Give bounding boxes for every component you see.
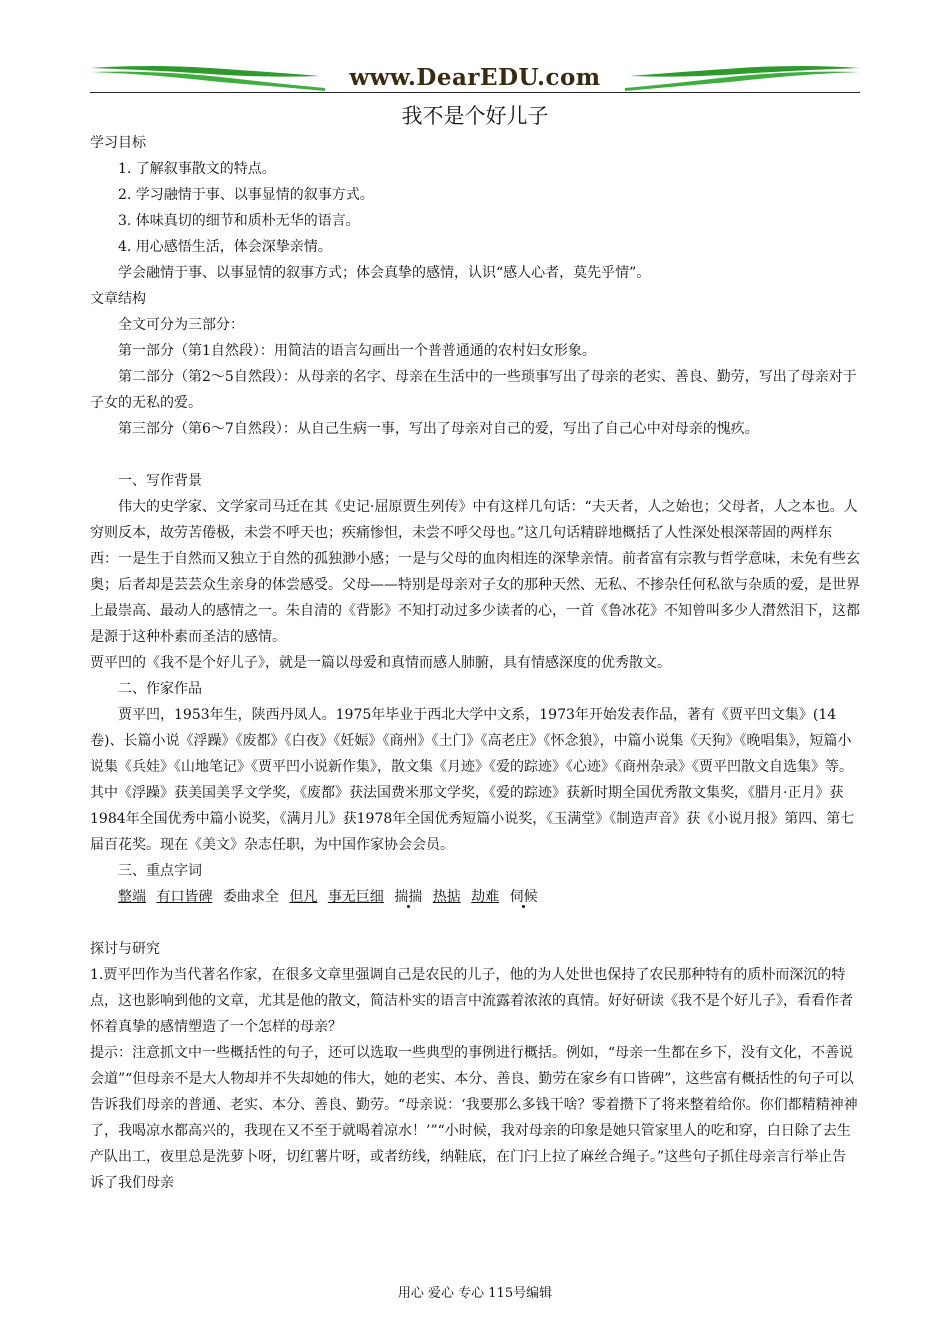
keyword: 事无巨细 (327, 889, 384, 905)
document-body (90, 130, 860, 1196)
background-closing: 贾平凹的《我不是个好儿子》，就是一篇以母爱和真情而感人肺腑，具有情感深度的优秀散文。 (90, 655, 671, 671)
goals-summary: 学会融情于事、以事显情的叙事方式；体会真挚的感情，认识“感人心者，莫先乎情”。 (118, 265, 651, 281)
keywords-heading: 三、重点字词 (118, 863, 202, 879)
author-heading: 二、作家作品 (118, 681, 202, 697)
spacer (90, 442, 860, 468)
goal-item: 2. 学习融情于事、以事显情的叙事方式。 (118, 187, 374, 203)
page-footer: 用心 爱心 专心 115号编辑 (397, 1286, 553, 1301)
site-logo: www.DearEDU.com (349, 64, 601, 91)
research-heading: 探讨与研究 (90, 941, 160, 957)
keyword: 揣揣 (394, 889, 423, 905)
structure-part: 第一部分（第1自然段）：用简洁的语言勾画出一个普普通通的农村妇女形象。 (118, 343, 596, 359)
background-heading: 一、写作背景 (118, 473, 202, 489)
keyword: 劫难 (471, 889, 500, 905)
keyword: 委曲求全 (222, 889, 279, 905)
research-hint: 提示：注意抓文中一些概括性的句子，还可以选取一些典型的事例进行概括。例如，“母亲一生都在乡下，没有文化，不善说会道”“但母亲不是大人物却并不失却她的伟大，她的老实、本分、善良、勤劳在家乡有口皆碑”，这些富有概括性的句子可以告诉我们母亲的普通、老实、本分、善良、勤劳。“母亲说：‘我要那么多钱干啥？零着攒下了将来整着给你。你们都精精神神了，我喝凉水都高兴的，我现在又不至于就喝着凉水！’”“小时候，我对母亲的印象是她只管家里人的吃和穿，白日除了去生产队出工，夜里总是洗萝卜呀，切红薯片呀，或者纺线，纳鞋底，在门闩上拉了麻丝合绳子。”这些句子抓住母亲言行举止告诉了我们母亲 (90, 1045, 858, 1191)
keyword: 但凡 (289, 889, 318, 905)
structure-part: 第三部分（第6～7自然段）：从自己生病一事，写出了母亲对自己的爱，写出了自己心中对母亲的愧疚。 (118, 421, 759, 437)
header-rule (90, 92, 860, 93)
structure-intro: 全文可分为三部分： (118, 317, 244, 333)
goals-heading: 学习目标 (90, 135, 146, 151)
keyword: 伺候 (509, 889, 538, 905)
background-paragraph: 伟大的史学家、文学家司马迁在其《史记·屈原贾生列传》中有这样几句话：“夫天者，人之始也；父母者，人之本也。人穷则反本，故劳苦倦极，未尝不呼天也；疾痛惨怛，未尝不呼父母也。”这几句话精辟地概括了人性深处根深蒂固的两样东西：一是生于自然而又独立于自然的孤独渺小感；一是与父母的血肉相连的深挚亲情。前者富有宗教与哲学意味，未免有些玄奥；后者却是芸芸众生亲身的体尝感受。父母——特别是母亲对子女的那种天然、无私、不掺杂任何私欲与杂质的爱，是世界上最崇高、最动人的感情之一。朱自清的《背影》不知打动过多少读者的心，一首《鲁冰花》不知曾叫多少人潸然泪下，这都是源于这种朴素而圣洁的感情。 (90, 499, 860, 645)
keyword: 热掂 (432, 889, 461, 905)
spacer (90, 910, 860, 936)
structure-heading: 文章结构 (90, 291, 146, 307)
author-paragraph: 贾平凹，1953年生，陕西丹凤人。1975年毕业于西北大学中文系，1973年开始发表作品，著有《贾平凹文集》(14卷)、长篇小说《浮躁》《废都》《白夜》《妊娠》《商州》《土门》《高老庄》《怀念狼》，中篇小说集《天狗》《晚唱集》，短篇小说集《兵娃》《山地笔记》《贾平凹小说新作集》，散文集《月迹》《爱的踪迹》《心迹》《商州杂录》《贾平凹散文自选集》等。其中《浮躁》获美国美孚文学奖，《废都》获法国费米那文学奖，《爱的踪迹》获新时期全国优秀散文集奖，《腊月·正月》获1984年全国优秀中篇小说奖，《满月儿》获1978年全国优秀短篇小说奖，《玉满堂》《制造声音》获《小说月报》第四、第七届百花奖。现在《美文》杂志任职，为中国作家协会会员。 (90, 707, 855, 853)
keyword: 整端 (118, 889, 146, 905)
keyword: 有口皆碑 (156, 889, 213, 905)
goal-item: 3. 体味真切的细节和质朴无华的语言。 (118, 213, 360, 229)
goal-item: 1. 了解叙事散文的特点。 (118, 161, 276, 177)
keywords-list (90, 884, 860, 910)
research-question: 1.贾平凹作为当代著名作家，在很多文章里强调自己是农民的儿子，他的为人处世也保持了农民那种特有的质朴而深沉的特点，这也影响到他的文章，尤其是他的散文，简洁朴实的语言中流露着浓浓的真情。好好研读《我不是个好儿子》，看看作者怀着真挚的感情塑造了一个怎样的母亲？ (90, 967, 853, 1035)
page-title: 我不是个好儿子 (401, 104, 549, 128)
structure-part: 第二部分（第2～5自然段）：从母亲的名字、母亲在生活中的一些琐事写出了母亲的老实、善良、勤劳，写出了母亲对于子女的无私的爱。 (90, 369, 857, 411)
goal-item: 4. 用心感悟生活，体会深挚亲情。 (118, 239, 332, 255)
